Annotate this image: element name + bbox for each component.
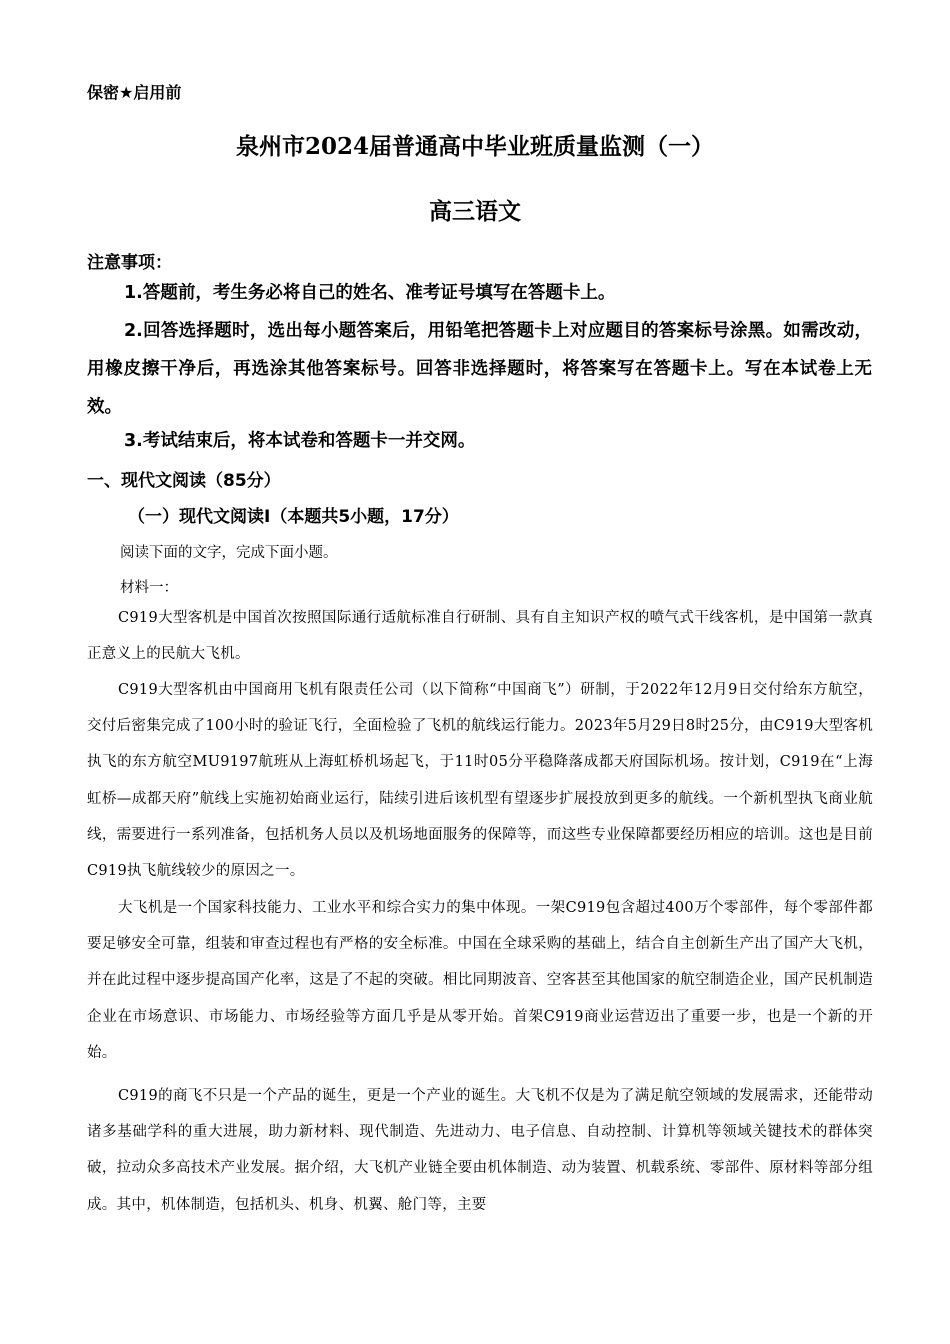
paragraph-2: C919大型客机由中国商用飞机有限责任公司（以下简称“中国商飞”）研制，于2022年12月9日交付给东方航空，交付后密集完成了100小时的验证飞行，全面检验了飞机的航线运行能力。2023年5月29日8时25分，由C919大型客机执飞的东方航空MU9197航班从上海虹桥机场起飞，于11时05分平稳降落成都天府国际机场。按计划，C919在“上海虹桥—成都天府”航线上实施初始商业运行，陆续引进后该机型有望逐步扩展投放到更多的航线。一个新机型执飞商业航线，需要进行一系列准备，包括机务人员以及机场地面服务的保障等，而这些专业保障都要经历相应的培训。这也是目前C919执飞航线较少的原因之一。	[87, 682, 873, 880]
notice-item-3: 3.考试结束后，将本试卷和答题卡一并交网。	[124, 431, 476, 451]
exam-title: 泉州市2024届普通高中毕业班质量监测（一）	[235, 133, 714, 160]
section-heading: 一、现代文阅读（85分）	[87, 471, 281, 491]
paragraph-1: C919大型客机是中国首次按照国际通行适航标准自行研制、具有自主知识产权的喷气式干线客机，是中国第一款真正意义上的民航大飞机。	[87, 610, 873, 663]
notice-item-2: 2.回答选择题时，选出每小题答案后，用铅笔把答题卡上对应题目的答案标号涂黑。如需改动，用橡皮擦干净后，再选涂其他答案标号。回答非选择题时，将答案写在答题卡上。写在本试卷上无效。	[87, 321, 872, 417]
notice-heading: 注意事项：	[87, 253, 172, 273]
reading-instruction: 阅读下面的文字，完成下面小题。	[120, 545, 338, 561]
exam-subject: 高三语文	[429, 198, 521, 225]
paragraph-3: 大飞机是一个国家科技能力、工业水平和综合实力的集中体现。一架C919包含超过400万个零部件，每个零部件都要足够安全可靠，组装和审查过程也有严格的安全标准。中国在全球采购的基础上，结合自主创新生产出了国产大飞机，并在此过程中逐步提高国产化率，这是了不起的突破。相比同期波音、空客甚至其他国家的航空制造企业，国产民机制造企业在市场意识、市场能力、市场经验等方面几乎是从零开始。首架C919商业运营迈出了重要一步，也是一个新的开始。	[87, 900, 873, 1061]
subsection-heading: （一）现代文阅读I（本题共5小题，17分）	[128, 507, 459, 527]
material-label: 材料一：	[120, 580, 178, 596]
notice-item-1: 1.答题前，考生务必将自己的姓名、准考证号填写在答题卡上。	[124, 283, 616, 303]
confidential-mark: 保密★启用前	[87, 83, 182, 102]
paragraph-4: C919的商飞不只是一个产品的诞生，更是一个产业的诞生。大飞机不仅是为了满足航空领域的发展需求，还能带动诸多基础学科的重大进展，助力新材料、现代制造、先进动力、电子信息、自动控制、计算机等领域关键技术的群体突破，拉动众多高技术产业发展。据介绍，大飞机产业链全要由机体制造、动为装置、机载系统、零部件、原材料等部分组成。其中，机体制造，包括机头、机身、机翼、舱门等，主要	[87, 1088, 873, 1213]
